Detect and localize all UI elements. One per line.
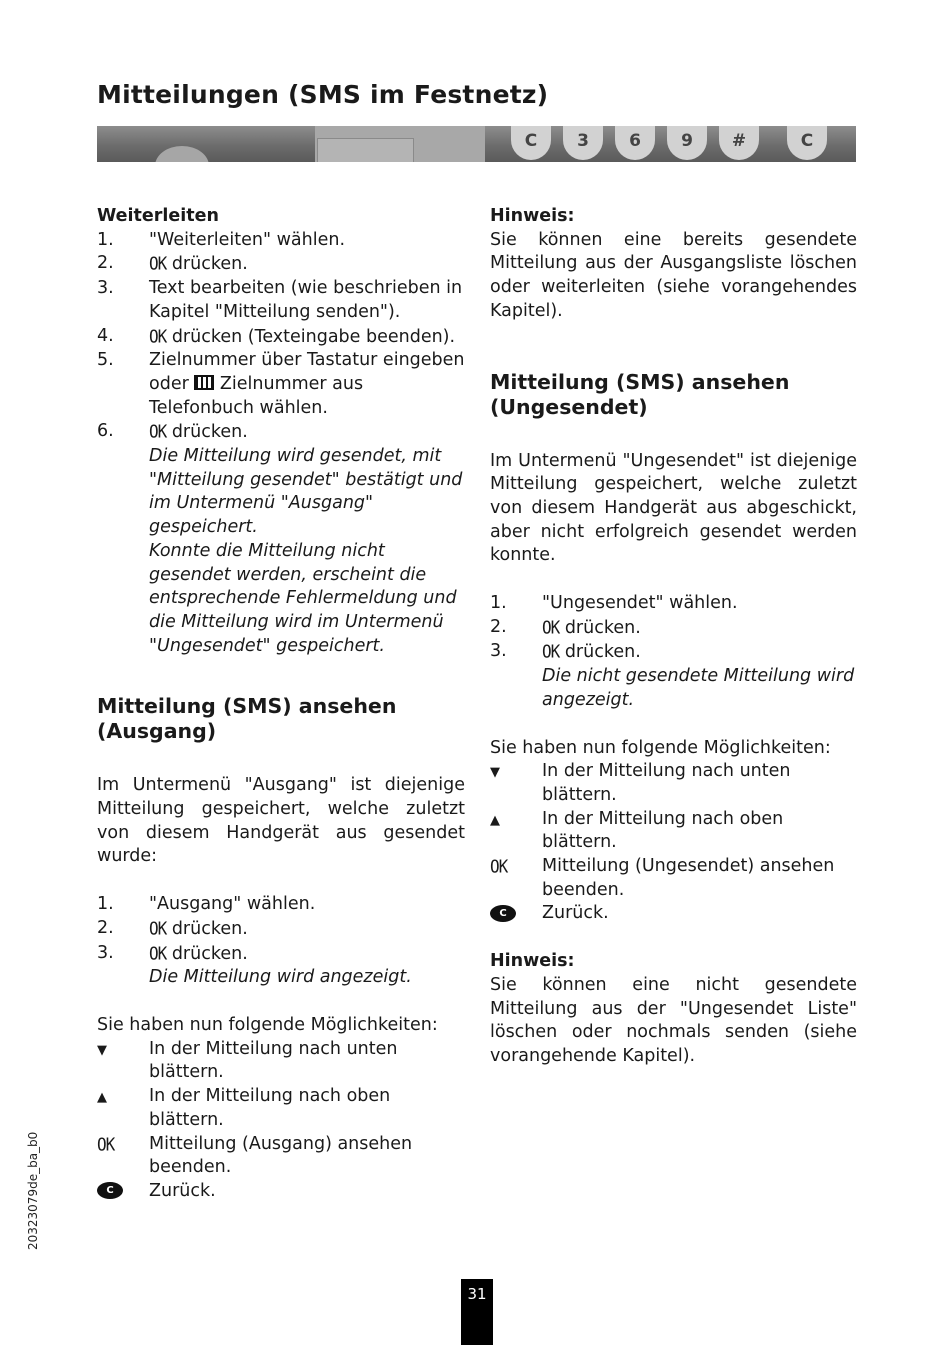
section-heading: Weiterleiten — [97, 206, 219, 226]
list-item — [490, 592, 857, 616]
step-number: 3. — [97, 942, 114, 963]
list-item — [97, 277, 465, 324]
step-number: 2. — [97, 917, 114, 938]
section-heading: Mitteilung (SMS) ansehen (Ungesendet) — [490, 369, 790, 419]
page-number: 31 — [461, 1279, 493, 1345]
list-item — [97, 349, 465, 420]
option-text: In der Mitteilung nach oben blättern. — [542, 808, 784, 853]
section-heading: Mitteilung (SMS) ansehen (Ausgang) — [97, 694, 397, 744]
step-text: Zielnummer über Tastatur eingeben oder — [149, 350, 465, 394]
ok-key-icon: OK — [542, 641, 560, 663]
ok-key-icon: OK — [149, 421, 167, 443]
list-item — [97, 325, 465, 350]
list-item — [97, 893, 465, 917]
list-item — [490, 808, 857, 855]
list-item — [490, 616, 857, 641]
step-note: Die Mitteilung wird gesendet, mit "Mitteilung gesendet" bestätigt und im Untermenü "Ausgang" gespeichert. — [149, 446, 463, 538]
step-number: 3. — [97, 278, 114, 299]
option-text: Mitteilung (Ungesendet) ansehen beenden. — [542, 856, 835, 900]
step-number: 5. — [97, 350, 114, 371]
option-text: Zurück. — [149, 1180, 216, 1201]
step-text: "Ungesendet" wählen. — [542, 593, 738, 614]
phone-keypad-banner — [97, 126, 856, 162]
right-column — [490, 205, 857, 1069]
option-text: In der Mitteilung nach unten blättern. — [149, 1038, 398, 1083]
step-number: 1. — [97, 894, 114, 915]
keypad-key: C — [787, 126, 827, 160]
down-arrow-icon: ▼ — [97, 1042, 107, 1058]
step-text: drücken. — [559, 617, 641, 638]
phone-display — [317, 138, 414, 162]
list-item — [97, 252, 465, 277]
list-item — [97, 1085, 465, 1132]
phonebook-icon — [194, 375, 214, 390]
list-item — [490, 855, 857, 902]
option-text: Zurück. — [542, 903, 609, 924]
list-item — [490, 760, 857, 807]
keypad-key: # — [719, 126, 759, 160]
paragraph: Im Untermenü "Ausgang" ist diejenige Mitteilung gespeichert, welche zuletzt von diesem Handgerät aus gesendet wurde: — [97, 775, 465, 867]
ok-key-icon: OK — [542, 616, 560, 638]
step-number: 6. — [97, 421, 114, 442]
paragraph: Sie haben nun folgende Möglichkeiten: — [97, 1014, 438, 1035]
up-arrow-icon: ▲ — [97, 1090, 107, 1106]
step-text: drücken (Texteingabe beenden). — [166, 326, 456, 347]
step-text: "Weiterleiten" wählen. — [149, 229, 346, 250]
list-item — [97, 420, 465, 445]
step-note: Die nicht gesendete Mitteilung wird angezeigt. — [542, 666, 855, 710]
step-text: Text bearbeiten (wie beschrieben in Kapitel "Mitteilung senden"). — [149, 278, 463, 322]
keypad-key: 9 — [667, 126, 707, 160]
step-text: drücken. — [166, 943, 248, 964]
ok-key-icon: OK — [149, 917, 167, 939]
paragraph: Im Untermenü "Ungesendet" ist diejenige Mitteilung gespeichert, welche zuletzt von diesem Handgerät aus abgeschickt, aber nicht erfolgreich gesendet werden konnte. — [490, 450, 857, 566]
option-text: Mitteilung (Ausgang) ansehen beenden. — [149, 1133, 413, 1178]
list-item — [97, 1133, 465, 1180]
up-arrow-icon: ▲ — [490, 812, 500, 828]
paragraph: Sie haben nun folgende Möglichkeiten: — [490, 737, 831, 758]
step-number: 2. — [490, 616, 507, 637]
step-text: drücken. — [166, 918, 248, 939]
step-text: drücken. — [166, 254, 248, 275]
step-number: 3. — [490, 641, 507, 662]
list-item — [97, 917, 465, 942]
step-number: 4. — [97, 325, 114, 346]
step-number: 1. — [97, 229, 114, 250]
step-text: drücken. — [559, 642, 641, 663]
step-number: 1. — [490, 593, 507, 614]
c-key-icon: C — [490, 905, 516, 922]
list-item — [97, 1038, 465, 1085]
document-code: 20323079de_ba_b0 — [26, 1131, 40, 1250]
step-number: 2. — [97, 253, 114, 274]
down-arrow-icon: ▼ — [490, 765, 500, 781]
keypad-key: C — [511, 126, 551, 160]
page-title: Mitteilungen (SMS im Festnetz) — [97, 80, 549, 109]
option-text: In der Mitteilung nach unten blättern. — [542, 761, 791, 805]
keypad-key: 3 — [563, 126, 603, 160]
paragraph: Sie können eine nicht gesendete Mitteilung aus der "Ungesendet Liste" löschen oder nochmals senden (siehe vorangehende Kapitel). — [490, 974, 857, 1066]
step-note: Konnte die Mitteilung nicht gesendet werden, erscheint die entsprechende Fehlermeldung und die Mitteilung wird im Untermenü "Ungesendet" gespeichert. — [149, 540, 457, 656]
list-item — [97, 229, 465, 253]
section-heading: Hinweis: — [490, 951, 575, 972]
left-column — [97, 205, 465, 1204]
c-key-icon: C — [97, 1182, 123, 1199]
ok-key-icon: OK — [149, 942, 167, 964]
list-item — [97, 1180, 465, 1204]
keypad-key: 6 — [615, 126, 655, 160]
step-text: "Ausgang" wählen. — [149, 894, 316, 915]
section-heading: Hinweis: — [490, 206, 575, 226]
option-text: In der Mitteilung nach oben blättern. — [149, 1086, 391, 1130]
step-note: Die Mitteilung wird angezeigt. — [149, 967, 412, 988]
list-item — [490, 640, 857, 665]
list-item — [97, 942, 465, 967]
step-text: Zielnummer aus Telefonbuch wählen. — [149, 373, 364, 418]
ok-key-icon: OK — [97, 1133, 115, 1155]
phone-round-button — [155, 146, 209, 162]
ok-key-icon: OK — [149, 325, 167, 347]
paragraph: Sie können eine bereits gesendete Mitteilung aus der Ausgangsliste löschen oder weiterleiten (siehe vorangehendes Kapitel). — [490, 229, 857, 321]
ok-key-icon: OK — [149, 253, 167, 275]
list-item — [490, 902, 857, 926]
ok-key-icon: OK — [490, 856, 508, 877]
step-text: drücken. — [166, 422, 248, 443]
